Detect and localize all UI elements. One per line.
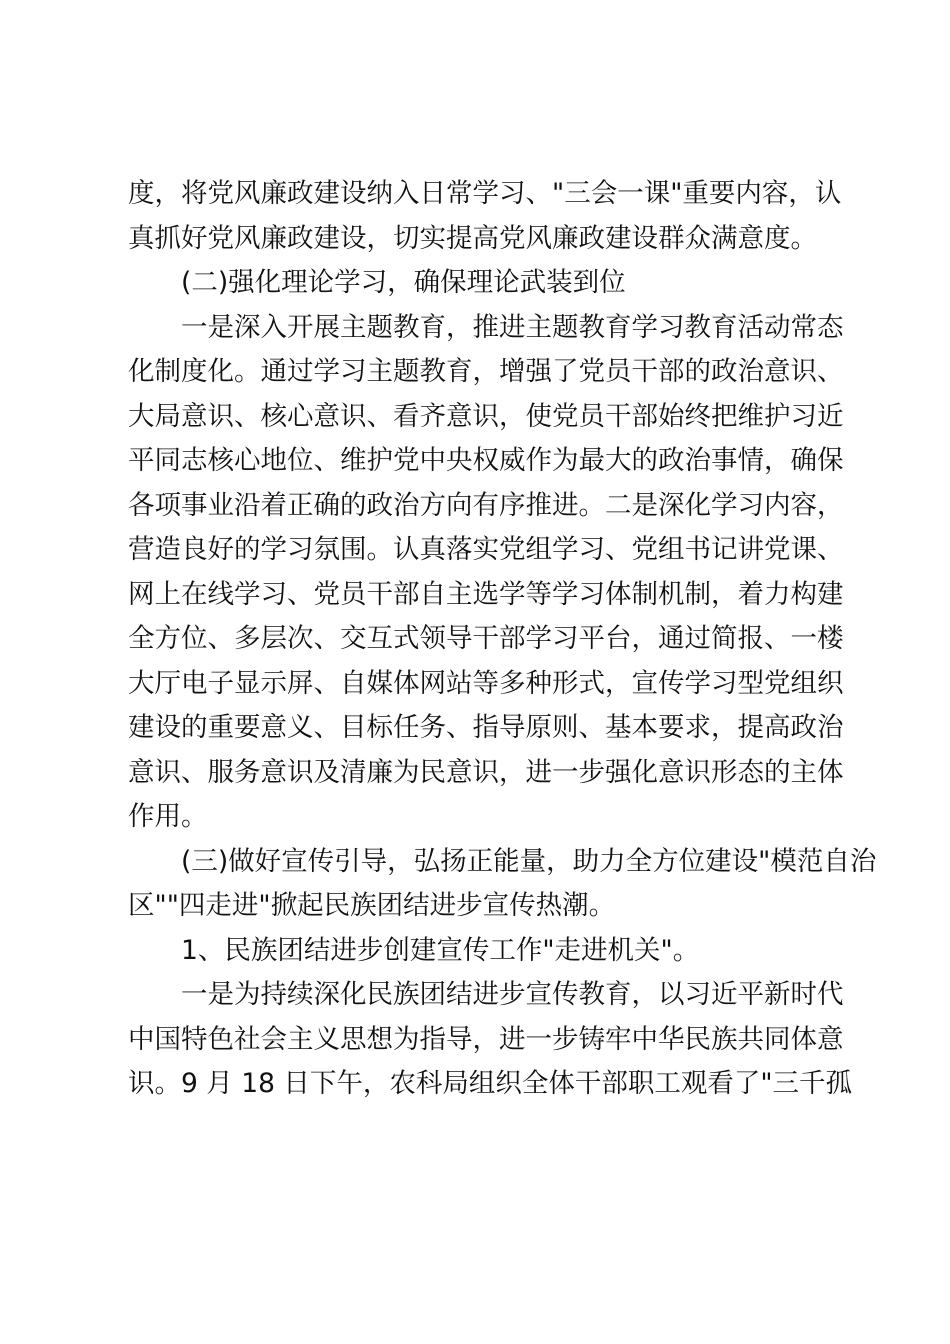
text-line: 大厅电子显示屏、自媒体网站等多种形式，宣传学习型党组织 xyxy=(128,667,844,699)
text-line: 大局意识、核心意识、看齐意识，使党员干部始终把维护习近 xyxy=(128,400,844,432)
text-line: 度，将党风廉政建设纳入日常学习、"三会一课"重要内容，认 xyxy=(128,178,842,209)
heading-line: (三)做好宣传引导，弘扬正能量，助力全方位建设"模范自治 xyxy=(181,845,877,877)
section-heading-2 xyxy=(128,261,828,306)
paragraph-theory-study xyxy=(128,306,844,840)
heading-line: 区""四走进"掀起民族团结进步宣传热潮。 xyxy=(128,890,616,921)
text-line: 化制度化。通过学习主题教育，增强了党员干部的政治意识、 xyxy=(128,356,844,387)
text-line: 全方位、多层次、交互式领导干部学习平台，通过简报、一楼 xyxy=(128,623,844,654)
text-line: 平同志核心地位、维护党中央权威作为最大的政治事情，确保 xyxy=(128,445,844,476)
text-line: 真抓好党风廉政建设，切实提高党风廉政建设群众满意度。 xyxy=(128,222,817,254)
text-line: 一是深入开展主题教育，推进主题教育学习教育活动常态 xyxy=(181,311,844,343)
text-line: 中国特色社会主义思想为指导，进一步铸牢中华民族共同体意 xyxy=(128,1023,844,1055)
text-line: 各项事业沿着正确的政治方向有序推进。二是深化学习内容， xyxy=(128,489,844,521)
text-line: 意识、服务意识及清廉为民意识，进一步强化意识形态的主体 xyxy=(128,756,844,788)
document-body xyxy=(128,172,877,1107)
heading-line: 1、民族团结进步创建宣传工作"走进机关"。 xyxy=(181,934,700,966)
paragraph-ethnic-unity xyxy=(128,973,853,1107)
text-line: 建设的重要意义、目标任务、指导原则、基本要求，提高政治 xyxy=(128,712,844,743)
heading-line: (二)强化理论学习，确保理论武装到位 xyxy=(181,267,626,298)
text-line: 一是为持续深化民族团结进步宣传教育，以习近平新时代 xyxy=(181,979,844,1010)
text-line: 营造良好的学习氛围。认真落实党组学习、党组书记讲党课、 xyxy=(128,534,844,565)
subsection-heading-1 xyxy=(128,929,828,974)
text-line: 识。9 月 18 日下午，农科局组织全体干部职工观看了"三千孤 xyxy=(128,1068,853,1099)
section-heading-3 xyxy=(128,840,877,929)
text-line: 作用。 xyxy=(128,801,208,832)
text-line: 网上在线学习、党员干部自主选学等学习体制机制，着力构建 xyxy=(128,578,844,610)
paragraph-continuation xyxy=(128,172,842,261)
